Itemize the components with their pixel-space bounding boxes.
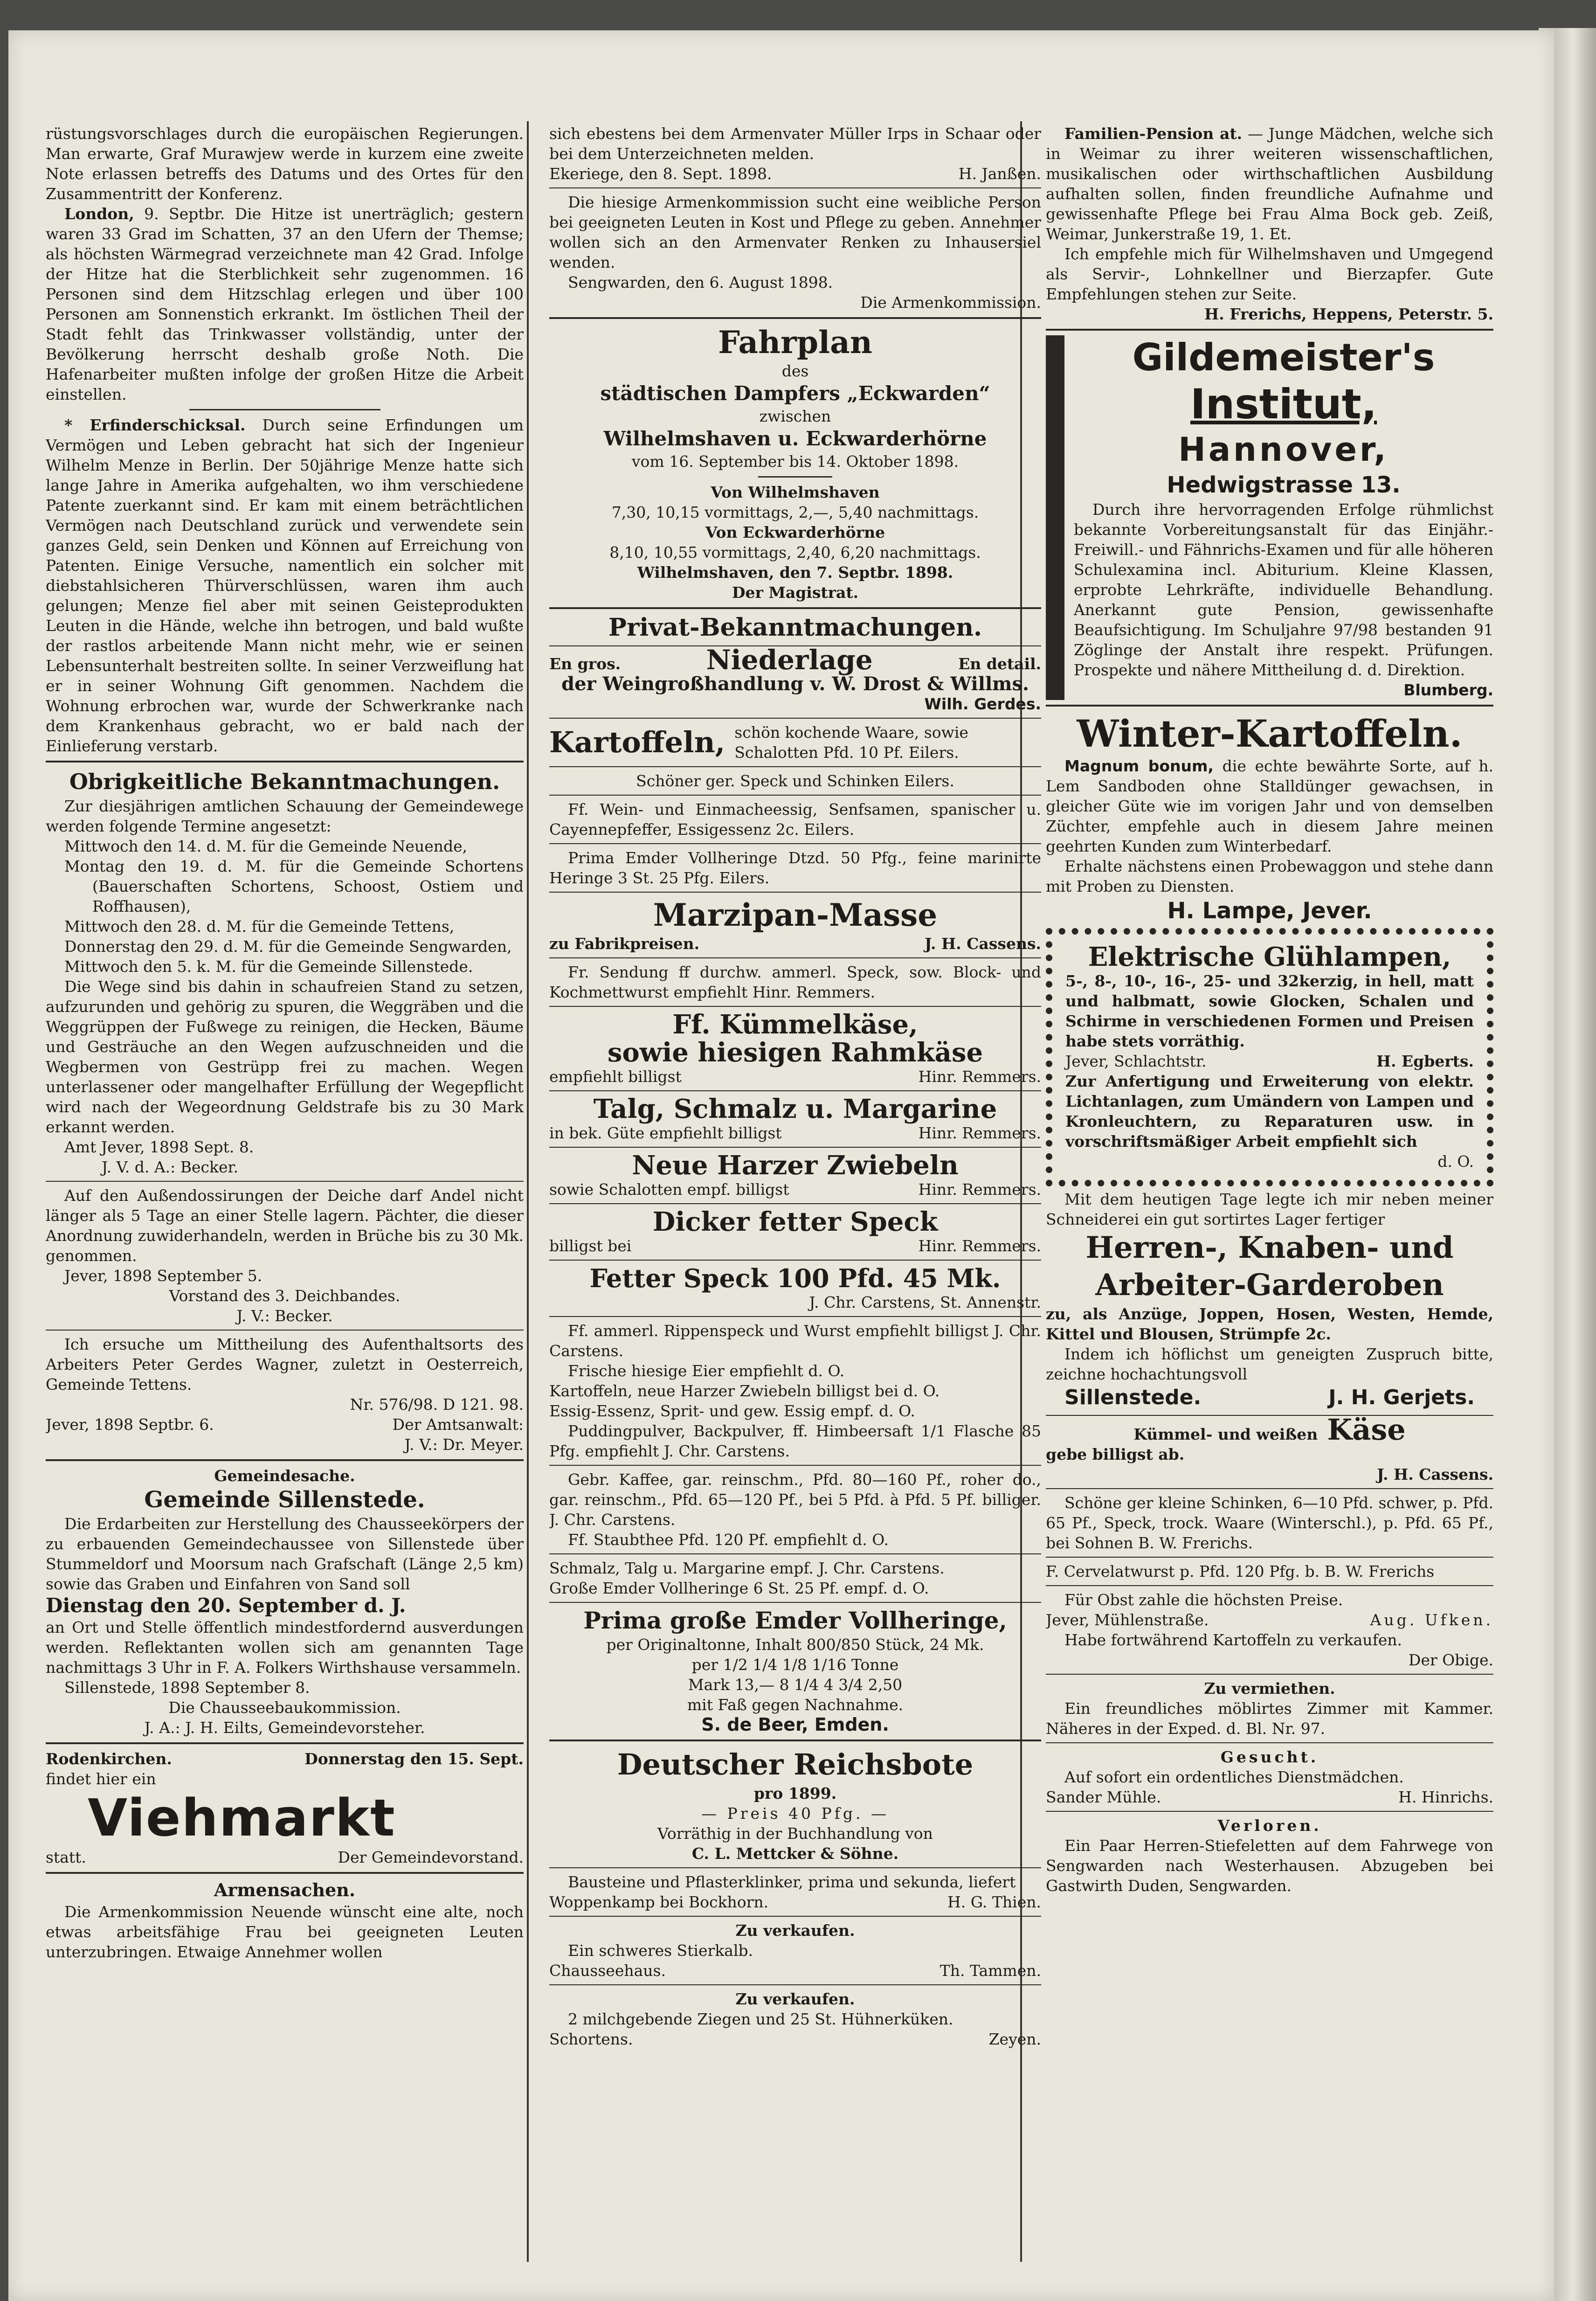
ad-text: 5-, 8-, 10-, 16-, 25- und 32kerzig, in hell, matt und halbmatt, sowie Glocken, Schalen und Schirme in verschiedenen Formen und Preisen habe stets vorräthig. bbox=[1065, 972, 1474, 1050]
ad-signature: Hinr. Remmers. bbox=[918, 1067, 1041, 1086]
viehmarkt-date: Donnerstag den 15. Sept. bbox=[304, 1750, 524, 1768]
ad-footer bbox=[549, 1236, 1041, 1256]
ad-text: — Junge Mädchen, welche sich in Weimar zu ihrer weiteren wissenschaftlichen, musikalischen oder wirthschaftlichen Ausbildung aufhalten sollen, finden freundliche Aufnahme und gewissenhafte Pflege bei Frau Alma Bock geb. Zeiß, Weimar, Junkerstraße 19, 1. Et. bbox=[1046, 125, 1493, 243]
divider bbox=[1046, 1488, 1493, 1489]
divider bbox=[549, 1090, 1041, 1091]
ad-text: Indem ich höflichst um geneigten Zuspruch bitte, zeichne hochachtungsvoll bbox=[1046, 1345, 1493, 1383]
niederlage-name: Wilh. Gerdes. bbox=[924, 695, 1041, 713]
ad-year: pro 1899. bbox=[753, 1784, 837, 1802]
section-subheading: Gemeindesache. bbox=[214, 1467, 355, 1485]
article-text: 9. Septbr. Die Hitze ist unerträglich; gestern waren 33 Grad im Schatten, 37 an den Ufern der Themse; als höchsten Wärmegrad verzeichnete man 42 Grad. Infolge der Hitze hat die Sterblichkeit sehr zugenommen. 16 Personen sind dem Hitzschlag erlegen und über 100 Personen am Sonnenstich erkrankt. Im östlichen Theil der Stadt fehlt das Trinkwasser vollständig, unter der Bevölkerung herrscht deshalb große Noth. Die Hafenarbeiter mußten infolge der großen Hitze die Arbeit einstellen. bbox=[46, 205, 524, 403]
ad-text: die echte bewährte Sorte, auf h. Lem Sandboden ohne Stalldünger gewachsen, in gleicher Güte wie im vorigen Jahr und von demselben Züchter, empfehle auch in diesem Jahre meinen geehrten Kunden zum Winterbedarf. bbox=[1046, 757, 1493, 855]
notice-date: Sengwarden, den 6. August 1898. bbox=[568, 273, 833, 291]
ad-signature: Th. Tammen. bbox=[940, 1961, 1041, 1980]
divider bbox=[758, 476, 832, 478]
fahrplan-times: 7,30, 10,15 vormittags, 2,—, 5,40 nachmittags. bbox=[611, 503, 979, 521]
divider bbox=[1046, 1811, 1493, 1812]
divider bbox=[46, 1872, 524, 1874]
article-text: rüstungsvorschlages durch die europäischen Regierungen. Man erwarte, Graf Murawjew werde in kurzem eine zweite Note erlassen betreffs des Datums und des Ortes für den Zusammentritt der Konferenz. bbox=[46, 125, 524, 203]
notice-text: sich ebestens bei dem Armenvater Müller Irps in Schaar oder bei dem Unterzeichneten melden. bbox=[549, 125, 1041, 163]
date-list bbox=[46, 836, 524, 977]
ad-place: Jever, Schlachtstr. bbox=[1065, 1052, 1207, 1070]
divider bbox=[549, 1260, 1041, 1261]
list-item: Montag den 19. d. M. für die Gemeinde Schortens (Bauerschaften Schortens, Schoost, Ostiem und Roffhausen), bbox=[64, 857, 524, 915]
divider bbox=[46, 761, 524, 762]
ad-footer bbox=[1046, 1610, 1493, 1630]
ad-footer bbox=[1065, 1051, 1474, 1071]
fahrplan-des: des bbox=[781, 362, 809, 380]
ad-title: Winter-Kartoffeln. bbox=[1077, 712, 1463, 755]
notice-text: Die Armenkommission Neuende wünscht eine alte, noch etwas arbeitsfähige Frau bei geeigneten Leuten unterzubringen. Etwaige Annehmer wollen bbox=[46, 1903, 524, 1961]
notice-org: Die Chausseebaukommission. bbox=[168, 1698, 401, 1717]
ad-place: Jever, Mühlenstraße. bbox=[1046, 1611, 1209, 1629]
fahrplan-signature: Der Magistrat. bbox=[732, 583, 859, 602]
notice-text: Die hiesige Armenkommission sucht eine weibliche Person bei geeigneten Leuten in Kost und Pflege zu geben. Annehmer wollen sich an den Armenvater Renken zu Inhausersiel wenden. bbox=[549, 193, 1041, 271]
notice-signature: J. V.: Becker. bbox=[236, 1307, 333, 1325]
ad-lead: Magnum bonum, bbox=[1064, 757, 1214, 775]
divider bbox=[549, 1553, 1041, 1554]
ad-winter bbox=[1046, 756, 1493, 856]
divider bbox=[549, 607, 1041, 609]
notice-role: Der Amtsanwalt: bbox=[392, 1415, 524, 1434]
ad-text: Erhalte nächstens einen Probewaggon und stehe dann mit Proben zu Diensten. bbox=[1046, 857, 1493, 895]
ad-text: Habe fortwährend Kartoffeln zu verkaufen. bbox=[1064, 1631, 1403, 1649]
divider bbox=[549, 1916, 1041, 1917]
ad-signature: Zeyen. bbox=[988, 2030, 1041, 2048]
ad-title: Arbeiter-Garderoben bbox=[1095, 1268, 1444, 1303]
notice-date: Sillenstede, 1898 September 8. bbox=[64, 1678, 310, 1697]
divider bbox=[549, 1316, 1041, 1317]
notice-number: Nr. 576/98. D 121. 98. bbox=[350, 1395, 524, 1414]
ad-signature: J. Chr. Carstens, St. Annenstr. bbox=[809, 1293, 1041, 1311]
ad-text: Schmalz, Talg u. Margarine empf. J. Chr. Carstens. bbox=[549, 1559, 945, 1577]
article-text: Durch seine Erfindungen um Vermögen und Leben gebracht hat sich der Ingenieur Wilhelm Menze in Berlin. Der 50jährige Menze hatte sich lange Jahre in Amerika aufgehalten, wo ihm verschiedene Patente zuerkannt sind. Er kam mit einem beträchtlichen Vermögen nach Deutschland zurück und verwendete sein ganzes Geld, sein Denken und Können auf Erreichung von Patenten. Einige Versuche, namentlich ein solcher mit diebstahlsicheren Thürverschlüssen, waren ihm auch gelungen; Menze fiel aber mit seinen Geisteprodukten Leuten in die Hände, welche ihn betrogen, und bald wußte der rastlos arbeitende Mann nicht mehr, wie er seinen Lebensunterhalt bestreiten sollte. In seiner Verzweiflung hat er in seiner Wohnung Gift genommen. Nachdem die Wohnung erbrochen war, wurde der Schwerkranke nach dem Krankenhaus gebracht, wo er bald nach der Einlieferung verstarb. bbox=[46, 416, 524, 755]
ad-text: Vorräthig in der Buchhandlung von bbox=[657, 1824, 933, 1843]
ad-title: Institut, bbox=[1190, 380, 1377, 428]
ad-heading: Gesucht. bbox=[1220, 1748, 1319, 1766]
ad-text: Bausteine und Pflasterklinker, prima und sekunda, liefert bbox=[568, 1873, 1016, 1891]
ad-signature: Hinr. Remmers. bbox=[918, 1180, 1041, 1199]
divider bbox=[549, 843, 1041, 844]
ad-address: Hedwigstrasse 13. bbox=[1167, 472, 1401, 498]
divider bbox=[549, 1203, 1041, 1204]
ad-signature: d. O. bbox=[1437, 1152, 1474, 1171]
ad-text: Große Emder Vollheringe 6 St. 25 Pf. empf. d. O. bbox=[549, 1579, 929, 1597]
ad-heading: Zu vermiethen. bbox=[1204, 1679, 1335, 1698]
notice-date: Amt Jever, 1898 Sept. 8. bbox=[64, 1138, 254, 1156]
ad-text: Kartoffeln, neue Harzer Zwiebeln billigst bei d. O. bbox=[549, 1382, 940, 1400]
ad-text: Ein schweres Stierkalb. bbox=[568, 1941, 753, 1960]
ad-gildemeister bbox=[1046, 335, 1493, 700]
fahrplan-date: Wilhelmshaven, den 7. Septbr. 1898. bbox=[637, 563, 953, 582]
column-left bbox=[46, 124, 524, 2282]
ad-title: Deutscher Reichsbote bbox=[617, 1747, 974, 1781]
fahrplan-from: Von Eckwarderhörne bbox=[705, 523, 885, 541]
ad-signature: H. Lampe, Jever. bbox=[1167, 898, 1372, 924]
ad-signature: H. Frerichs, Heppens, Peterstr. 5. bbox=[1204, 305, 1493, 323]
ad-text: Schöne ger kleine Schinken, 6—10 Pfd. schwer, p. Pfd. 65 Pf., Speck, trock. Waare (Winterschl.), p. Pfd. 65 Pf., bei Sohnen B. W. Frerichs. bbox=[1046, 1494, 1493, 1552]
ad-text: Ein Paar Herren-Stiefeletten auf dem Fahrwege von Sengwarden nach Westerhausen. Abzugeben bei Gastwirth Duden, Sengwarden. bbox=[1046, 1837, 1493, 1895]
divider bbox=[549, 187, 1041, 188]
fahrplan-period: vom 16. September bis 14. Oktober 1898. bbox=[631, 452, 959, 471]
ad-text: Mit dem heutigen Tage legte ich mir neben meiner Schneiderei ein gut sortirtes Lager fertiger bbox=[1046, 1190, 1493, 1228]
section-heading: Obrigkeitliche Bekanntmachungen. bbox=[69, 769, 500, 794]
ad-text: mit Faß gegen Nachnahme. bbox=[687, 1696, 904, 1714]
ad-signature: H. Hinrichs. bbox=[1398, 1788, 1493, 1806]
divider bbox=[549, 892, 1041, 893]
divider bbox=[549, 957, 1041, 958]
ad-kartoffeln bbox=[549, 722, 1041, 762]
divider bbox=[1046, 329, 1493, 331]
ad-place: Sillenstede. bbox=[1064, 1386, 1202, 1409]
notice-org: Vorstand des 3. Deichbandes. bbox=[169, 1287, 401, 1305]
ad-title: Prima große Emder Vollheringe, bbox=[583, 1607, 1007, 1634]
ad-text: Frische hiesige Eier empfiehlt d. O. bbox=[568, 1362, 845, 1380]
notice-date: Jever, 1898 September 5. bbox=[64, 1267, 263, 1285]
ad-text: zu, als Anzüge, Joppen, Hosen, Westen, Hemde, Kittel und Blousen, Strümpfe 2c. bbox=[1046, 1305, 1493, 1343]
viehmarkt-pre: findet hier ein bbox=[46, 1770, 156, 1788]
ad-title: Ff. Kümmelkäse, bbox=[672, 1009, 918, 1040]
ad-title: Herren-, Knaben- und bbox=[1085, 1230, 1454, 1265]
niederlage-header bbox=[549, 644, 1041, 676]
ad-sub: sowie Schalotten empf. billigst bbox=[549, 1180, 789, 1199]
notice-signature: J. A.: J. H. Eilts, Gemeindevorsteher. bbox=[144, 1719, 425, 1737]
ad-text: Schöner ger. Speck und Schinken Eilers. bbox=[636, 772, 954, 790]
ad-heading: Zu verkaufen. bbox=[735, 1990, 855, 2008]
divider bbox=[1046, 1674, 1493, 1675]
ad-title: Gildemeister's bbox=[1132, 336, 1435, 379]
ad-kaese bbox=[1046, 1413, 1493, 1447]
ad-text: F. Cervelatwurst p. Pfd. 120 Pfg. b. B. W. Frerichs bbox=[1046, 1562, 1435, 1580]
ad-familien bbox=[1046, 124, 1493, 244]
notice-text: Auf den Außendossirungen der Deiche darf Andel nicht länger als 5 Tage an einer Stelle lagern. Pächter, die dieser Anordnung zuwiderhandeln, werden in Brüche bis zu 30 Mk. genommen. bbox=[46, 1186, 524, 1265]
list-item: Donnerstag den 29. d. M. für die Gemeinde Sengwarden, bbox=[64, 937, 512, 956]
ad-title: Fetter Speck 100 Pfd. 45 Mk. bbox=[589, 1263, 1001, 1293]
ad-signature: S. de Beer, Emden. bbox=[701, 1714, 889, 1735]
ad-sub: Kümmel- und weißen bbox=[1133, 1425, 1318, 1443]
viehmarkt-header bbox=[46, 1749, 524, 1769]
divider bbox=[549, 1740, 1041, 1741]
ad-footer bbox=[549, 1892, 1041, 1912]
notice-footer bbox=[46, 1414, 524, 1435]
divider bbox=[1046, 1557, 1493, 1558]
ad-text: Durch ihre hervorragenden Erfolge rühmlichst bekannte Vorbereitungsanstalt für das Einjähr.-Freiwill.- und Fähnrichs-Examen und für alle höheren Schulexamina incl. Abiturium. Kleine Klassen, erprobte Lehrkräfte, individuelle Behandlung. Anerkannt gute Pension, gewissenhafte Beaufsichtigung. Im Schuljahre 97/98 bestanden 91 Zöglinge der Anstalt ihre respekt. Prüfungen. Prospekte und nähere Mittheilung d. d. Direktion. bbox=[1074, 500, 1493, 679]
list-item: Mittwoch den 5. k. M. für die Gemeinde Sillenstede. bbox=[64, 957, 473, 976]
divider bbox=[549, 718, 1041, 719]
ad-signature: J. H. Cassens. bbox=[1376, 1465, 1493, 1483]
ad-signature: H. G. Thien. bbox=[947, 1893, 1041, 1911]
ad-text: Ich empfehle mich für Wilhelmshaven und Umgegend als Servir-, Lohnkellner und Bierzapfer. Gute Empfehlungen stehen zur Seite. bbox=[1046, 245, 1493, 303]
ad-place: Chausseehaus. bbox=[549, 1961, 666, 1980]
ad-text: Prima Emder Vollheringe Dtzd. 50 Pfg., feine marinirte Heringe 3 St. 25 Pfg. Eilers. bbox=[549, 849, 1041, 887]
ad-title: Elektrische Glühlampen, bbox=[1088, 942, 1451, 972]
notice-text: Zur diesjährigen amtlichen Schauung der Gemeindewege werden folgende Termine angesetzt: bbox=[46, 797, 524, 835]
viehmarkt-title: Viehmarkt bbox=[88, 1788, 396, 1848]
ad-heading: Verloren. bbox=[1217, 1816, 1322, 1835]
ad-footer bbox=[1046, 1787, 1493, 1807]
fahrplan-title: Fahrplan bbox=[718, 324, 872, 360]
divider bbox=[549, 795, 1041, 796]
ad-text: schön kochende Waare, sowie Schalotten Pfd. 10 Pf. Eilers. bbox=[734, 723, 968, 762]
ad-title: Kartoffeln, bbox=[549, 725, 725, 759]
viehmarkt-place: Rodenkirchen. bbox=[46, 1750, 172, 1768]
ad-place: Woppenkamp bei Bockhorn. bbox=[549, 1893, 769, 1911]
divider bbox=[549, 766, 1041, 767]
ad-title: sowie hiesigen Rahmkäse bbox=[607, 1037, 983, 1068]
divider bbox=[46, 1742, 524, 1744]
ad-price: — Preis 40 Pfg. — bbox=[701, 1804, 889, 1823]
niederlage-left: En gros. bbox=[549, 655, 621, 673]
divider bbox=[549, 317, 1041, 319]
divider bbox=[549, 1465, 1041, 1466]
ad-text: Essig-Essenz, Sprit- und gew. Essig empf. d. O. bbox=[549, 1402, 915, 1420]
divider bbox=[1046, 1742, 1493, 1743]
ad-signature: Hinr. Remmers. bbox=[918, 1237, 1041, 1255]
ad-text: Auf sofort ein ordentliches Dienstmädchen. bbox=[1064, 1768, 1404, 1786]
ad-text: Gebr. Kaffee, gar. reinschm., Pfd. 80—160 Pf., roher do., gar. reinschm., Pfd. 65—120 Pf., bei 5 Pfd. à Pfd. 5 Pf. billiger. J. Chr. Carstens. bbox=[549, 1470, 1041, 1529]
notice-signature: Die Armenkommission. bbox=[860, 293, 1041, 312]
ad-signature: Aug. Ufken. bbox=[1370, 1611, 1493, 1629]
ad-title: Neue Harzer Zwiebeln bbox=[632, 1150, 959, 1181]
divider bbox=[46, 1330, 524, 1331]
niederlage-sub: der Weingroßhandlung v. W. Drost & Willms. bbox=[561, 673, 1029, 695]
divider bbox=[1046, 1415, 1493, 1416]
divider bbox=[1046, 1585, 1493, 1586]
fahrplan-times: 8,10, 10,55 vormittags, 2,40, 6,20 nachmittags. bbox=[609, 543, 981, 561]
ad-title: Dicker fetter Speck bbox=[652, 1206, 938, 1237]
article-erfinder bbox=[46, 415, 524, 756]
ad-footer bbox=[549, 2029, 1041, 2049]
ad-text: Fr. Sendung ff durchw. ammerl. Speck, sow. Block- und Kochmettwurst empfiehlt Hinr. Remmers. bbox=[549, 963, 1041, 1001]
column-middle bbox=[549, 124, 1041, 2282]
ad-signature: Blumberg. bbox=[1403, 681, 1493, 699]
fahrplan-from: Von Wilhelmshaven bbox=[711, 483, 880, 501]
article-lead: London, bbox=[64, 205, 134, 223]
ad-text: Zur Anfertigung und Erweiterung von elektr. Lichtanlagen, zum Umändern von Lampen und Kronleuchtern, zu Reparaturen usw. in vorschriftsmäßiger Arbeit empfiehlt sich bbox=[1065, 1072, 1474, 1150]
ad-signature: C. L. Mettcker & Söhne. bbox=[691, 1844, 899, 1863]
ad-signature: J. H. Cassens. bbox=[924, 935, 1041, 953]
ad-title: Talg, Schmalz u. Margarine bbox=[593, 1094, 997, 1124]
notice-text: Die Wege sind bis dahin in schaufreien Stand zu setzen, aufzurunden und gehörig zu spuren, die Weggräben und die Weggrüppen der Fußwege zu reinigen, die Hecken, Bäume und Gesträuche an den Wegen aufzuschneiden und die Wegbermen von Gestrüpp frei zu machen. Wegen unterlassener oder mangelhafter Erfüllung der Wegepflicht wird nach der Wegeordnung Geldstrafe bis zu 30 Mark erkannt werden. bbox=[46, 977, 524, 1136]
notice-signature: J. V. d. A.: Becker. bbox=[102, 1158, 239, 1176]
ad-footer bbox=[549, 1179, 1041, 1199]
niederlage-title: Niederlage bbox=[706, 644, 873, 676]
ad-text: Mark 13,— 8 1/4 4 3/4 2,50 bbox=[688, 1676, 903, 1694]
ad-footer bbox=[549, 934, 1041, 954]
decorative-bar bbox=[1046, 335, 1064, 700]
column-right bbox=[1046, 124, 1493, 2282]
fahrplan-zwischen: zwischen bbox=[759, 407, 831, 425]
ad-footer bbox=[549, 1961, 1041, 1981]
ad-signature: J. H. Gerjets. bbox=[1328, 1386, 1475, 1409]
divider bbox=[46, 1181, 524, 1182]
ad-sub: empfiehlt billigst bbox=[549, 1067, 682, 1086]
ad-heading: Zu verkaufen. bbox=[735, 1921, 855, 1940]
viehmarkt-footer bbox=[46, 1847, 524, 1867]
article-london bbox=[46, 204, 524, 404]
notice-footer bbox=[549, 164, 1041, 184]
divider bbox=[1046, 705, 1493, 707]
ad-footer bbox=[1046, 1384, 1493, 1411]
column-rule bbox=[527, 121, 529, 2262]
ad-signature: Hinr. Remmers. bbox=[918, 1124, 1041, 1142]
ad-text: Ein freundliches möblirtes Zimmer mit Kammer. Näheres in der Exped. d. Bl. Nr. 97. bbox=[1046, 1699, 1493, 1738]
notice-date-highlight: Dienstag den 20. September d. J. bbox=[46, 1594, 406, 1617]
newspaper-page bbox=[8, 30, 1554, 2301]
divider bbox=[189, 409, 380, 410]
ad-text: per Originaltonne, Inhalt 800/850 Stück, 24 Mk. bbox=[606, 1636, 984, 1654]
ad-place: Sander Mühle. bbox=[1046, 1788, 1161, 1806]
fahrplan-route: Wilhelmshaven u. Eckwarderhörne bbox=[603, 427, 987, 450]
section-heading: Armensachen. bbox=[214, 1879, 356, 1900]
list-item: Mittwoch den 28. d. M. für die Gemeinde Tettens, bbox=[64, 917, 455, 936]
notice-text: an Ort und Stelle öffentlich mindestfordernd ausverdungen werden. Reflektanten wollen sich am genannten Tage nachmittags 3 Uhr in F. A. Folkers Wirthshause versammeln. bbox=[46, 1618, 524, 1677]
fahrplan-subtitle: städtischen Dampfers „Eckwarden“ bbox=[600, 382, 990, 405]
notice-date: Ekeriege, den 8. Sept. 1898. bbox=[549, 165, 772, 183]
ad-text: gebe billigst ab. bbox=[1046, 1445, 1185, 1463]
divider bbox=[549, 1006, 1041, 1007]
ad-sub: in bek. Güte empfiehlt billigst bbox=[549, 1124, 782, 1142]
notice-signature: H. Janßen. bbox=[958, 165, 1041, 183]
notice-signature: J. V.: Dr. Meyer. bbox=[404, 1435, 524, 1454]
section-heading: Gemeinde Sillenstede. bbox=[144, 1487, 425, 1513]
ad-title: Käse bbox=[1327, 1413, 1406, 1447]
section-heading: Privat-Bekanntmachungen. bbox=[608, 613, 982, 642]
article-lead: * Erfinderschicksal. bbox=[64, 416, 246, 434]
ad-text: Puddingpulver, Backpulver, ff. Himbeersaft 1/1 Flasche 85 Pfg. empfiehlt J. Chr. Carstens. bbox=[549, 1422, 1041, 1460]
divider bbox=[549, 1867, 1041, 1868]
ad-gluehlampen-frame bbox=[1046, 928, 1493, 1186]
ad-sub: zu Fabrikpreisen. bbox=[549, 935, 700, 953]
ad-text: 2 milchgebende Ziegen und 25 St. Hühnerküken. bbox=[568, 2010, 953, 2028]
viehmarkt-post: statt. bbox=[46, 1848, 86, 1866]
ad-text: Ff. Wein- und Einmacheessig, Senfsamen, spanischer u. Cayennepfeffer, Essigessenz 2c. Eilers. bbox=[549, 800, 1041, 839]
ad-title: Marzipan-Masse bbox=[653, 897, 938, 933]
divider bbox=[549, 1984, 1041, 1985]
divider bbox=[549, 1147, 1041, 1148]
ad-signature: Der Obige. bbox=[1408, 1651, 1493, 1669]
list-item: Mittwoch den 14. d. M. für die Gemeinde Neuende, bbox=[64, 837, 468, 855]
ad-name: H. Egberts. bbox=[1376, 1052, 1474, 1070]
notice-text: Ich ersuche um Mittheilung des Aufenthaltsorts des Arbeiters Peter Gerdes Wagner, zuletzt in Oesterreich, Gemeinde Tettens. bbox=[46, 1335, 524, 1393]
ad-city: Hannover, bbox=[1178, 430, 1389, 469]
ad-footer bbox=[549, 1067, 1041, 1087]
divider bbox=[46, 1459, 524, 1461]
ad-sub: billigst bei bbox=[549, 1237, 632, 1255]
divider bbox=[549, 1602, 1041, 1603]
ad-place: Schortens. bbox=[549, 2030, 633, 2048]
ad-text: per 1/2 1/4 1/8 1/16 Tonne bbox=[691, 1656, 899, 1674]
niederlage-right: En detail. bbox=[958, 655, 1041, 673]
viehmarkt-signature: Der Gemeindevorstand. bbox=[338, 1848, 524, 1866]
ad-text: Für Obst zahle die höchsten Preise. bbox=[1064, 1591, 1343, 1609]
ad-text: Ff. Staubthee Pfd. 120 Pf. empfiehlt d. O. bbox=[568, 1531, 889, 1549]
notice-text: Die Erdarbeiten zur Herstellung des Chausseekörpers der zu erbauenden Gemeindechaussee von Sillenstede über Stummeldorf und Moorsum nach Grafschaft (Länge 2,5 km) sowie das Graben und Einfahren von Sand soll bbox=[46, 1515, 524, 1593]
ad-lead: Familien-Pension at. bbox=[1064, 125, 1243, 143]
ad-footer bbox=[549, 1123, 1041, 1143]
ad-text: Ff. ammerl. Rippenspeck und Wurst empfiehlt billigst J. Chr. Carstens. bbox=[549, 1322, 1041, 1360]
notice-date: Jever, 1898 Septbr. 6. bbox=[46, 1415, 214, 1434]
